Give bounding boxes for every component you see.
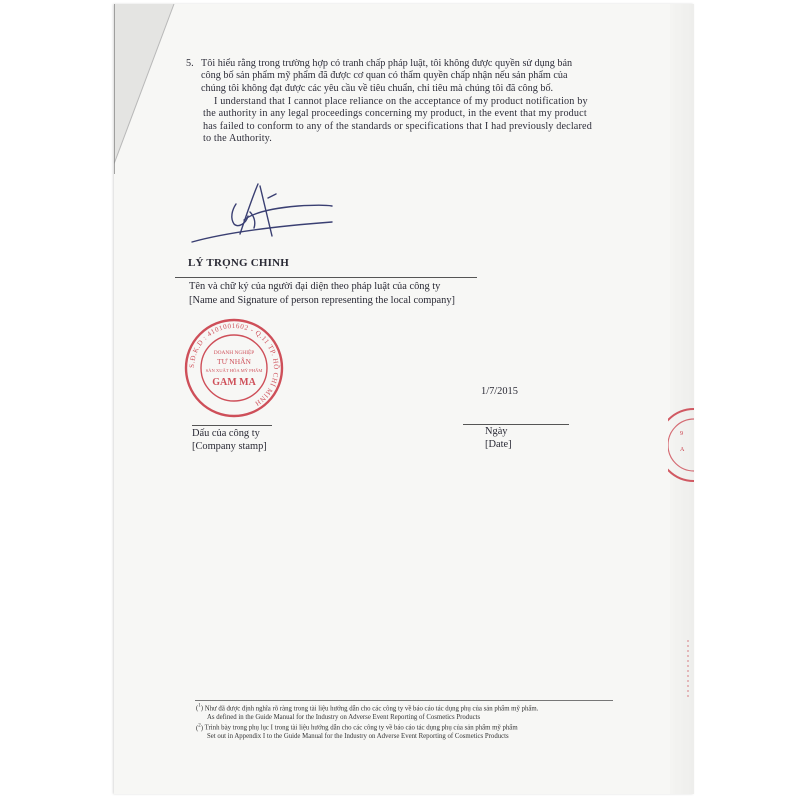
date-line xyxy=(463,424,569,425)
footnote-1 xyxy=(196,703,538,714)
date-value: 1/7/2015 xyxy=(481,386,518,397)
footnote-marker: ($^2$) xyxy=(196,723,204,732)
signature-line xyxy=(175,277,477,278)
svg-text:GAM MA: GAM MA xyxy=(212,377,256,388)
footnote-2 xyxy=(196,722,538,733)
declaration-vi-line: Tôi hiểu rằng trong trường hợp có tranh chấp pháp luật, tôi không được quyền sử dụng bản xyxy=(201,58,573,69)
company-stamp-label-vi: Dấu của công ty xyxy=(192,428,260,439)
svg-text:DOANH NGHIỆP: DOANH NGHIỆP xyxy=(213,350,255,356)
declaration-vi-line: công bố sản phẩm mỹ phẩm đã được cơ quan có thẩm quyền chấp nhận nếu sản phẩm của xyxy=(201,70,568,82)
partial-stamp-edge xyxy=(668,405,694,485)
declaration-en-line: the authority in any legal proceedings concerning my product, in the event that my product xyxy=(203,108,587,120)
handwritten-signature xyxy=(188,176,338,251)
footnote-divider xyxy=(195,700,613,701)
svg-text:A: A xyxy=(680,447,685,453)
declaration-en-line: to the Authority. xyxy=(203,133,272,145)
declaration-english xyxy=(203,96,592,146)
signatory-name: LÝ TRỌNG CHINH xyxy=(188,257,289,269)
footnotes xyxy=(196,703,538,742)
svg-text:SẢN XUẤT HÓA MỸ PHẨM: SẢN XUẤT HÓA MỸ PHẨM xyxy=(205,368,263,373)
declaration-en-line: I understand that I cannot place reliance on the acceptance of my product notification by xyxy=(214,96,588,107)
company-stamp-seal xyxy=(173,316,295,420)
footnote-vi: Như đã được định nghĩa rõ ràng trong tài liệu hướng dẫn cho các công ty về báo cáo tác dụng phụ của sản phẩm mỹ phẩm. xyxy=(204,705,539,713)
edge-mark xyxy=(680,640,694,700)
declaration-en-line: has failed to conform to any of the standards or specifications that I had previously declared xyxy=(203,120,592,132)
declaration-item-number: 5. xyxy=(186,58,194,69)
declaration-vi-line: chúng tôi không đạt được các yêu cầu về tiêu chuẩn, chỉ tiêu mà chúng tôi đã công bố. xyxy=(201,82,554,94)
signatory-label-vi: Tên và chữ ký của người đại diện theo pháp luật của công ty xyxy=(189,281,441,292)
footnote-marker: ($^1$) xyxy=(196,704,204,713)
folded-corner xyxy=(114,4,194,174)
company-stamp-label-en: [Company stamp] xyxy=(192,441,267,452)
footnote-vi: Trình bày trong phụ lục I trong tài liệu hướng dẫn cho các công ty về báo cáo tác dụng phụ của sản phẩm mỹ phẩm xyxy=(204,724,518,732)
signatory-label-en: [Name and Signature of person representing the local company] xyxy=(189,295,456,306)
footnote-en: As defined in the Guide Manual for the Industry on Adverse Event Reporting of Cosmetics Products xyxy=(207,713,481,721)
svg-text:9: 9 xyxy=(680,431,683,437)
date-label-vi: Ngày xyxy=(485,426,508,437)
footnote-en: Set out in Appendix I to the Guide Manual for the Industry on Adverse Event Reporting of Cosmetics Products xyxy=(207,733,509,741)
declaration-vietnamese xyxy=(201,58,572,95)
date-label-en: [Date] xyxy=(485,439,512,450)
stamp-line xyxy=(192,425,272,426)
svg-text:TƯ NHÂN: TƯ NHÂN xyxy=(217,357,251,366)
svg-text:S.Đ.K.D : 4101001602 - Q.11 TP: S.Đ.K.D : 4101001602 - Q.11 TP. HỒ CHÍ MINH xyxy=(187,321,281,408)
